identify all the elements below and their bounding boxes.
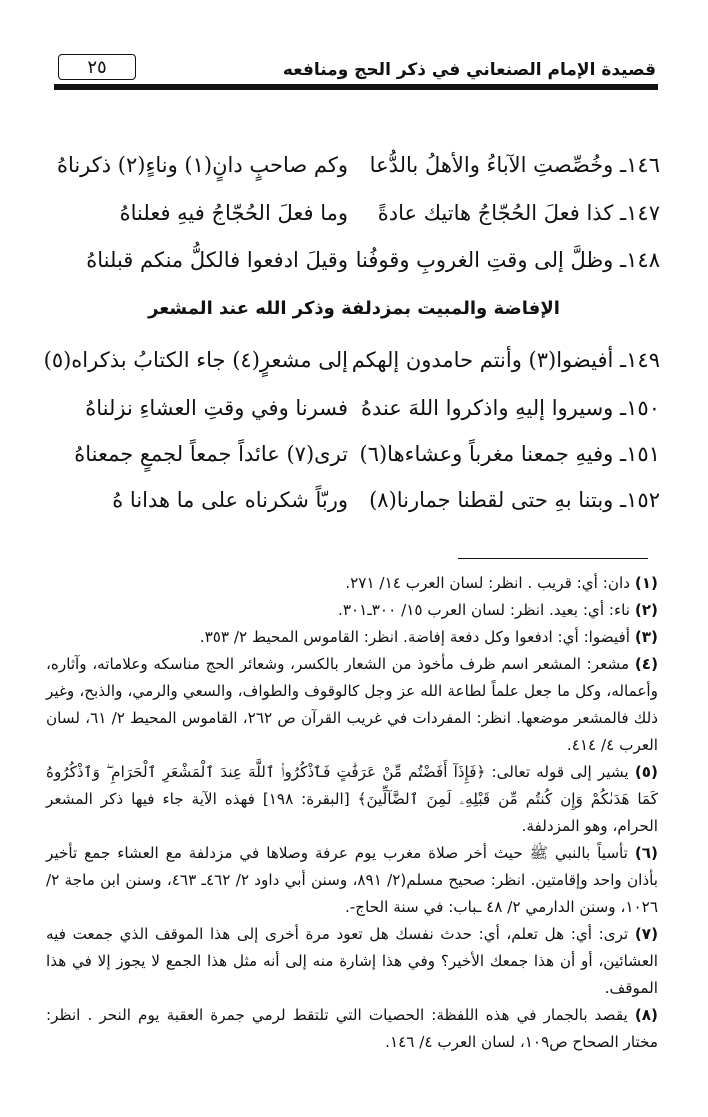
running-title: قصيدة الإمام الصنعاني في ذكر الحج ومنافعه [282,60,656,80]
footnote-text: تأسياً بالنبي ﷺ حيث أخر صلاة مغرب يوم عرفة وصلاها في مزدلفة مع العشاء جمع تأخير بأذان واحد وإقامتين. انظر: صحيح مسلم(٢/ ٨٩١، وسنن أبي داود ٢/ ٤٦٢ـ ٤٦٣، وسنن ابن ماجة ٢/ ١٠٢٦، وسنن الدارمي ٢/ ٤٨ ـباب: في سنة الحاج-. [46,844,659,916]
footnote-rule [458,558,648,559]
footnote-number: (٨) [634,1006,658,1024]
verse-first-hemistich: ١٤٨ـ وظلَّ إلى وقتِ الغروبِ وقوفُنا [355,248,660,272]
footnote [46,570,658,597]
page-number: ٢٥ [58,54,136,80]
footnote-text: ناء: أي: بعيد. انظر: لسان العرب ١٥/ ٣٠٠ـ٣٠١. [338,601,630,619]
footnote-text: ترى: أي: هل تعلم، أي: حدث نفسك هل تعود مرة أخرى إلى هذا الموقف الذي جمعت فيه العشائين، أو أن هذا جمعك الأخير؟ وفي هذا إشارة منه إلى أنه مثل هذا الجمع لا يجوز إلا في هذا الموقف. [46,925,658,997]
footnote-number: (٧) [634,925,659,943]
footnote [46,624,658,651]
footnotes [46,570,658,1056]
footnote-number: (٦) [634,844,658,862]
footnote [46,921,658,1002]
verse-146 [48,145,660,185]
footnote-number: (٥) [634,763,658,781]
footnote-text: يقصد بالجمار في هذه اللفظة: الحصيات التي تلتقط لرمي جمرة العقبة يوم النحر . انظر: مختار الصحاح ص١٠٩، لسان العرب ٤/ ١٤٦. [46,1006,658,1051]
footnote-text: دان: أي: قريب . انظر: لسان العرب ١٤/ ٢٧١. [345,574,630,592]
footnote-number: (٣) [634,628,658,646]
footnote [46,597,658,624]
verse-second-hemistich: وما فعلَ الحُجّاجُ فيهِ فعلناهُ [119,201,348,225]
verse-150 [48,388,660,428]
footnote-text: أفيضوا: أي: ادفعوا وكل دفعة إفاضة. انظر: القاموس المحيط ٢/ ٣٥٣. [199,628,630,646]
section-heading: الإفاضة والمبيت بمزدلفة وذكر الله عند المشعر [148,298,560,319]
footnote-text: مشعر: المشعر اسم ظرف مأخوذ من الشعار بالكسر، وشعائر الحج مناسكه وعلاماته، وآثاره، وأعماله، وكل ما جعل علماً لطاعة الله عز وجل كالوقوف والطواف، والسعي والرمي، والذبح، وغير ذلك فالمشعر موضعها. انظر: المفردات في غريب القرآن ص ٢٦٢، القاموس المحيط ٢/ ٦١، لسان العرب ٤/ ٤١٤. [46,655,659,754]
verse-second-hemistich: وربّاً شكرناه على ما هدانا هُ [112,488,348,512]
header-rule [54,84,658,90]
verse-148 [48,240,660,280]
verse-first-hemistich: ١٤٦ـ وخُصِّصتِ الآباءُ والأهلُ بالدُّعا [369,153,660,177]
verse-first-hemistich: ١٥٠ـ وسيروا إليهِ واذكروا اللهَ عندهُ [360,396,660,420]
verse-147 [48,193,660,233]
verse-first-hemistich: ١٥٢ـ وبتنا بهِ حتى لقطنا جمارنا(٨) [369,488,660,512]
footnote-number: (١) [634,574,658,592]
footnote [46,840,658,921]
verse-second-hemistich: وقيلَ ادفعوا فالكلُّ منكم قبلناهُ [86,248,348,272]
footnote [46,759,658,840]
verse-second-hemistich: فسرنا وفي وقتِ العشاءِ نزلناهُ [85,396,348,420]
verse-152 [48,480,660,520]
footnote-text: يشير إلى قوله تعالى: ﴿فَإِذَآ أَفَضْتُم مِّنْ عَرَفَٰتٍ فَٱذْكُرُوا۟ ٱللَّهَ عِندَ ٱلْمَشْعَرِ ٱلْحَرَامِ ۖ وَٱذْكُرُوهُ كَمَا هَدَىٰكُمْ وَإِن كُنتُم مِّن قَبْلِهِۦ لَمِنَ ٱلضَّآلِّينَ﴾ [البقرة: ١٩٨] فهذه الآية جاء فيها ذكر المشعر الحرام، وهو المزدلفة. [46,763,659,835]
footnote-number: (٢) [634,601,658,619]
verse-149 [43,340,660,380]
verse-151 [48,434,660,474]
verse-first-hemistich: ١٤٩ـ أفيضوا(٣) وأنتم حامدون إلهكم [351,348,660,372]
verse-second-hemistich: إلى مشعرٍ(٤) جاء الكتابُ بذكراه(٥) [43,348,348,372]
verse-first-hemistich: ١٥١ـ وفيهِ جمعنا مغرباً وعشاءها(٦) [359,442,660,466]
footnote [46,1002,658,1056]
footnote [46,651,658,759]
verse-first-hemistich: ١٤٧ـ كذا فعلَ الحُجّاجُ هاتيك عادةً [377,201,660,225]
verse-second-hemistich: وكم صاحبٍ دانٍ(١) وناءٍ(٢) ذكرناهُ [56,153,348,177]
footnote-number: (٤) [634,655,659,673]
verse-second-hemistich: ترى(٧) عائداً جمعاً لجمعٍ جمعناهُ [74,442,348,466]
